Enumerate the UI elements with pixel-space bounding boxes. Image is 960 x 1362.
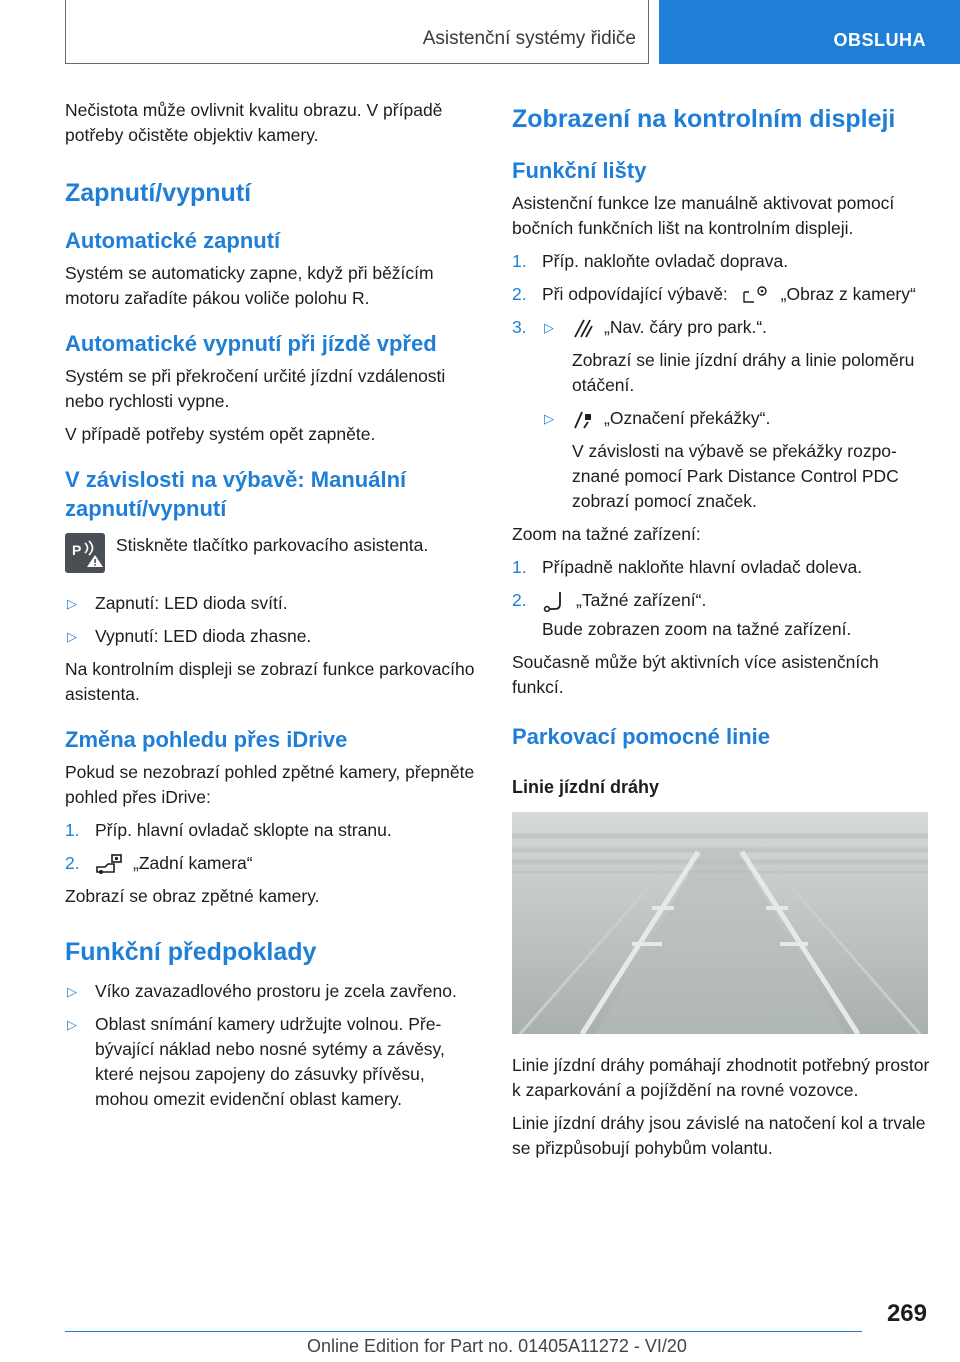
svg-text:P: P bbox=[72, 542, 82, 558]
trailer-hitch-icon bbox=[542, 590, 566, 612]
text-rear-image: Zobrazí se obraz zpětné kamery. bbox=[65, 886, 320, 906]
heading-on-off: Zapnutí/vypnutí bbox=[65, 179, 252, 207]
text-auto-off-2: V případě potřeby systém opět zapněte. bbox=[65, 424, 376, 444]
list-item: 1. Příp. hlavní ovladač sklopte na stranu. bbox=[65, 820, 392, 840]
text-auto-off-1: Systém se při překročení určité jízdní vzdálenosti nebo rychlosti vypne. bbox=[65, 366, 446, 411]
left-column bbox=[65, 98, 479, 1120]
section-tab bbox=[659, 0, 960, 64]
display-steps bbox=[512, 249, 932, 514]
step3-sublist bbox=[542, 315, 932, 514]
parking-button-row bbox=[65, 533, 479, 573]
header-title-box bbox=[65, 0, 649, 64]
list-item: 3. ▷ „Nav. čáry pro park.“. Zobrazí se linie jízdní dráhy a linie poloměru otáčení. ▷ „Označení překážky“. V závislosti na výbavě se překážky rozpoznané pomocí Park Distance Control PDC zobrazí pomocí značek. bbox=[512, 315, 932, 514]
heading-parking-lines: Parkovací pomocné linie bbox=[512, 724, 770, 749]
heading-auto-on: Automatické zapnutí bbox=[65, 228, 281, 253]
list-item: 2. Při odpovídající výbavě: „Obraz z kamery“ bbox=[512, 284, 916, 304]
list-item: ▷ Vypnutí: LED dioda zhasne. bbox=[67, 626, 312, 646]
text-zoom-desc: Bude zobrazen zoom na tažné zařízení. bbox=[542, 619, 852, 639]
idrive-steps bbox=[65, 818, 479, 876]
text-display: Na kontrolním displeji se zobrazí funkce parkovacího asistenta. bbox=[65, 659, 475, 704]
text-zoom: Zoom na tažné zařízení: bbox=[512, 524, 701, 544]
text-idrive: Pokud se nezobrazí pohled zpětné kamery, přepněte pohled přes iDrive: bbox=[65, 762, 475, 807]
heading-function-bars: Funkční lišty bbox=[512, 158, 647, 183]
text-step3a-desc: Zobrazí se linie jízdní dráhy a linie poloměru otáčení. bbox=[572, 350, 915, 395]
chapter-title: Asistenční systémy řidiče bbox=[422, 28, 636, 49]
list-item: ▷ „Označení překážky“. bbox=[544, 408, 771, 428]
list-item: ▷ Oblast snímání kamery udržujte volnou. Přebývající náklad nebo nosné sytémy a závěsy, které nejsou zapojeny do zásuvky přívěsu, mohou omezit evidenční oblast kamery. bbox=[67, 1014, 445, 1109]
obstacle-marking-icon bbox=[572, 408, 594, 430]
heading-manual: V závislosti na výbavě: Manuální zapnutí/vypnutí bbox=[65, 467, 407, 521]
page-number: 269 bbox=[886, 1300, 927, 1327]
intro-text: Nečistota může ovlivnit kvalitu obrazu. V případě potřeby očistěte objektiv kamery. bbox=[65, 100, 443, 145]
text-auto-on: Systém se automaticky zapne, když při běžícím motoru zařadíte pákou voliče polohu R. bbox=[65, 263, 434, 308]
heading-auto-off: Automatické vypnutí při jízdě vpřed bbox=[65, 331, 437, 356]
right-column bbox=[512, 98, 932, 1169]
heading-lane-lines: Linie jízdní dráhy bbox=[512, 777, 660, 797]
list-item: ▷ Víko zavazadlového prostoru je zcela zavřeno. bbox=[67, 981, 457, 1001]
text-lane-1: Linie jízdní dráhy pomáhají zhodnotit potřebný prostor k zaparkování a pojíždění na rovné vozovce. bbox=[512, 1055, 930, 1100]
preconditions-list bbox=[65, 979, 479, 1112]
heading-preconditions: Funkční předpoklady bbox=[65, 938, 317, 966]
parking-lines-icon bbox=[572, 317, 594, 339]
text-lane-2: Linie jízdní dráhy jsou závislé na natočení kol a trvale se přizpůsobují pohybům volantu. bbox=[512, 1113, 926, 1158]
zoom-steps bbox=[512, 555, 932, 613]
list-item: ▷ „Nav. čáry pro park.“. bbox=[544, 317, 768, 337]
parking-assist-button-icon bbox=[65, 533, 105, 573]
list-item: 2. „Zadní kamera“ bbox=[65, 853, 253, 873]
lane-lines-illustration bbox=[512, 812, 928, 1034]
text-function-bars: Asistenční funkce lze manuálně aktivovat pomocí bočních funkčních lišt na kontrolním displeji. bbox=[512, 193, 895, 238]
list-item: ▷ Zapnutí: LED dioda svítí. bbox=[67, 593, 288, 613]
heading-idrive: Změna pohledu přes iDrive bbox=[65, 727, 348, 752]
edition-note: Online Edition for Part no. 01405A11272 - VI/20 bbox=[307, 1336, 687, 1356]
list-item: 2. „Tažné zařízení“. bbox=[512, 590, 707, 610]
camera-settings-icon bbox=[741, 284, 771, 306]
led-state-list bbox=[65, 591, 479, 649]
section-label: OBSLUHA bbox=[833, 30, 926, 50]
heading-display: Zobrazení na kontrolním displeji bbox=[512, 105, 896, 133]
list-item: 1. Případně nakloňte hlavní ovladač doleva. bbox=[512, 557, 863, 577]
text-press-button: Stiskněte tlačítko parkovacího asistenta. bbox=[116, 535, 429, 555]
text-multi: Současně může být aktivních více asistenčních funkcí. bbox=[512, 652, 879, 697]
rear-camera-icon bbox=[95, 853, 123, 875]
list-item: 1. Příp. nakloňte ovladač doprava. bbox=[512, 251, 789, 271]
footer-divider bbox=[65, 1331, 862, 1332]
text-step3b-desc: V závislosti na výbavě se překážky rozpoznané pomocí Park Distance Control PDC zobrazí pomocí značek. bbox=[572, 441, 899, 511]
